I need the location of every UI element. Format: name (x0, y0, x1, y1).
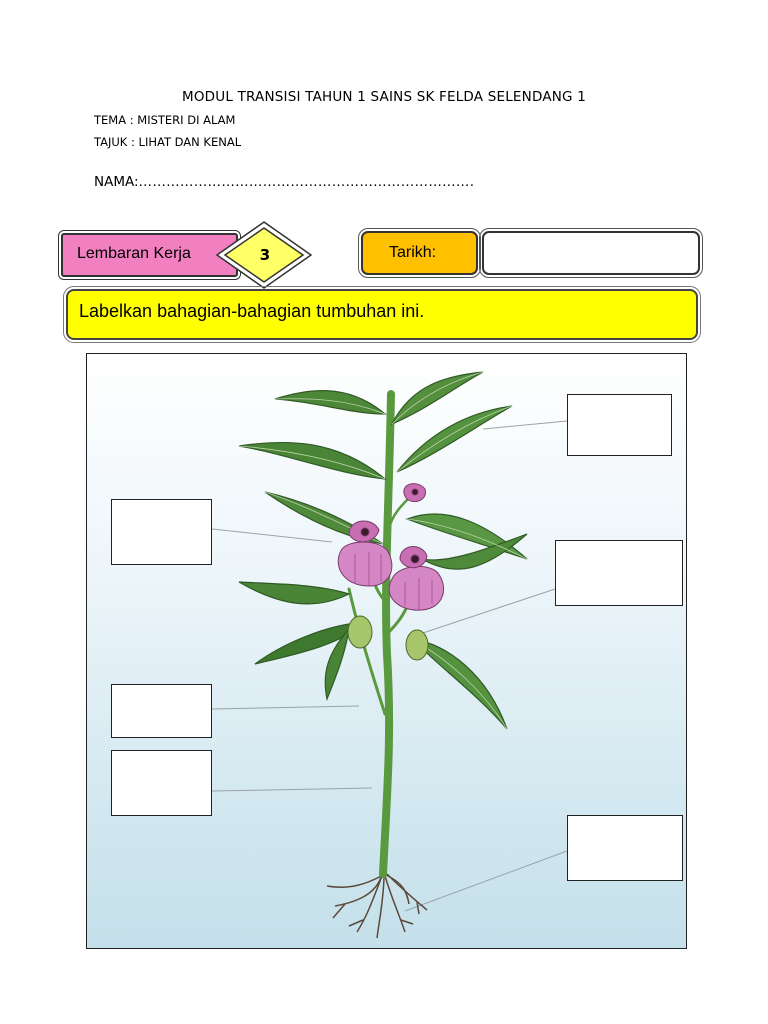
label-box-flower[interactable] (111, 499, 212, 565)
name-field[interactable] (94, 174, 474, 190)
date-label: Tarikh: (389, 244, 437, 261)
theme-text: TEMA : MISTERI DI ALAM (94, 113, 236, 127)
name-label: NAMA: (94, 174, 139, 190)
pointer-line-branch (212, 706, 359, 709)
plant-diagram-panel (86, 353, 687, 949)
worksheet-number: 3 (259, 246, 271, 264)
date-input-box[interactable] (482, 231, 700, 275)
label-box-fruit[interactable] (555, 540, 683, 606)
label-box-stem[interactable] (111, 750, 212, 816)
plant-roots (327, 874, 427, 938)
worksheet-label: Lembaran Kerja (77, 245, 191, 262)
pointer-line-flower (212, 529, 332, 542)
name-dotted-line: ………………………………………………………………. (138, 174, 475, 190)
label-box-root[interactable] (567, 815, 683, 881)
page-title: MODUL TRANSISI TAHUN 1 SAINS SK FELDA SELENDANG 1 (182, 89, 586, 105)
pointer-line-root (405, 851, 567, 911)
instruction-text: Labelkan bahagian-bahagian tumbuhan ini. (79, 301, 425, 321)
pointer-line-stem (212, 788, 372, 791)
label-box-leaf[interactable] (567, 394, 672, 456)
topic-text: TAJUK : LIHAT DAN KENAL (94, 135, 242, 149)
pointer-line-leaf (483, 421, 567, 429)
label-box-branch[interactable] (111, 684, 212, 738)
